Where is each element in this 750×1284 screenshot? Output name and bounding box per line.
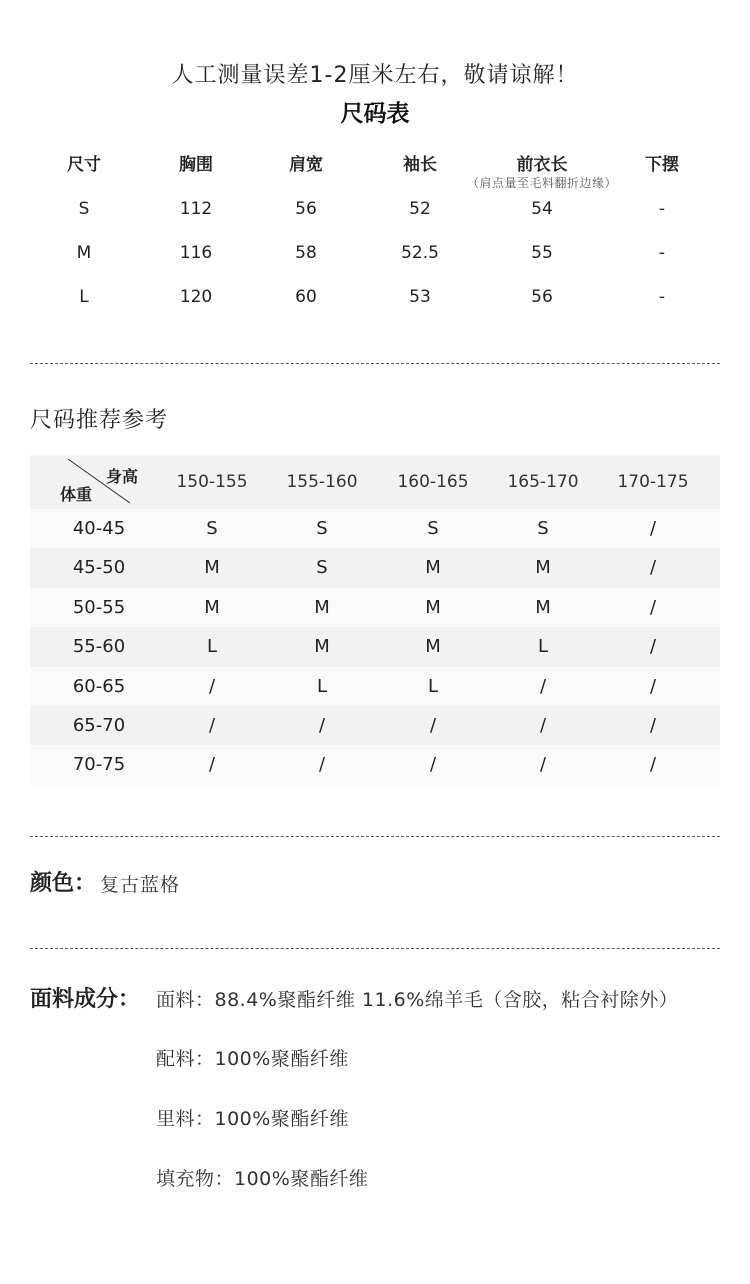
recommendation-row: [30, 548, 720, 587]
size-chart-title: 尺码表: [340, 101, 410, 127]
weight-range-cell: 50-55: [72, 596, 126, 618]
recommendation-row: [30, 509, 720, 548]
size-table-header-chest: 胸围: [179, 155, 213, 175]
recommended-size-cell: /: [318, 715, 326, 736]
size-table-header-shoulder: 肩宽: [289, 155, 323, 175]
recommended-size-cell: /: [649, 715, 657, 736]
weight-range-cell: 65-70: [72, 715, 126, 736]
recommended-size-cell: M: [204, 596, 220, 618]
recommended-size-cell: L: [537, 636, 549, 658]
recommended-size-cell: /: [649, 557, 657, 579]
recommended-size-cell: /: [429, 715, 437, 736]
size-table-cell: 120: [179, 287, 213, 307]
recommended-size-cell: M: [425, 596, 441, 618]
recommended-size-cell: L: [206, 636, 218, 658]
recommended-size-cell: M: [314, 636, 330, 658]
size-table-cell: 116: [179, 243, 213, 263]
size-table-cell: 55: [531, 243, 553, 263]
recommended-size-cell: /: [318, 754, 326, 776]
size-table-front-length-note: （肩点量至毛料翻折边缘）: [466, 176, 617, 190]
fabric-filling: 填充物：100%聚酯纤维: [156, 1168, 369, 1190]
recommended-size-cell: M: [425, 636, 441, 658]
size-table-cell: S: [78, 199, 90, 219]
recommended-size-cell: /: [649, 596, 657, 618]
recommended-size-cell: L: [427, 675, 439, 697]
size-table-cell: 112: [179, 199, 213, 219]
recommended-size-cell: /: [649, 675, 657, 697]
recommended-size-cell: M: [204, 557, 220, 579]
recommended-size-cell: /: [649, 518, 657, 539]
size-table-cell: 56: [295, 199, 317, 219]
height-range-header: 155-160: [286, 472, 358, 492]
recommended-size-cell: /: [539, 675, 547, 697]
recommendation-row: [30, 627, 720, 666]
recommended-size-cell: S: [316, 518, 328, 539]
weight-range-cell: 40-45: [72, 518, 126, 539]
recommended-size-cell: /: [208, 754, 216, 776]
recommended-size-cell: M: [535, 557, 551, 579]
size-table-cell: -: [658, 199, 666, 219]
recommended-size-cell: L: [316, 675, 328, 697]
recommendation-row: [30, 588, 720, 627]
recommended-size-cell: /: [539, 715, 547, 736]
height-range-header: 150-155: [176, 472, 248, 492]
recommended-size-cell: /: [649, 754, 657, 776]
color-value: 复古蓝格: [100, 874, 181, 896]
size-table-cell: -: [658, 243, 666, 263]
size-table-cell: 56: [531, 287, 553, 307]
size-table-cell: 52.5: [401, 243, 439, 263]
height-range-header: 160-165: [397, 472, 469, 492]
height-range-header: 170-175: [617, 472, 689, 492]
recommended-size-cell: /: [429, 754, 437, 776]
recommendation-row: [30, 706, 720, 745]
recommended-size-cell: M: [314, 596, 330, 618]
divider: [30, 948, 720, 949]
size-table-cell: -: [658, 287, 666, 307]
weight-range-cell: 45-50: [72, 557, 126, 579]
size-table-cell: L: [79, 287, 89, 307]
size-table-cell: 60: [295, 287, 317, 307]
size-table-cell: 52: [409, 199, 431, 219]
recommendation-table: [30, 455, 720, 785]
divider: [30, 363, 720, 364]
weight-range-cell: 55-60: [72, 636, 126, 658]
size-table-cell: 58: [295, 243, 317, 263]
recommended-size-cell: S: [537, 518, 549, 539]
fabric-label: 面料成分：: [30, 987, 141, 1012]
fabric-lining: 里料：100%聚酯纤维: [156, 1108, 349, 1130]
size-table-header-hem: 下摆: [645, 155, 679, 175]
divider: [30, 836, 720, 837]
recommended-size-cell: M: [425, 557, 441, 579]
recommended-size-cell: /: [649, 636, 657, 658]
recommended-size-cell: /: [208, 675, 216, 697]
recommended-size-cell: M: [535, 596, 551, 618]
size-table-cell: 53: [409, 287, 431, 307]
size-table-header-front-length: 前衣长: [516, 155, 568, 175]
recommendation-title: 尺码推荐参考: [30, 408, 169, 433]
size-table-header-size: 尺寸: [67, 155, 101, 175]
fabric-accessory: 配料：100%聚酯纤维: [156, 1048, 349, 1070]
recommended-size-cell: S: [316, 557, 328, 579]
corner-label-weight: 体重: [60, 485, 93, 504]
recommendation-row: [30, 667, 720, 706]
weight-range-cell: 70-75: [72, 754, 126, 776]
size-table-cell: 54: [531, 199, 553, 219]
fabric-main: 面料：88.4%聚酯纤维 11.6%绵羊毛（含胶，粘合衬除外）: [156, 989, 679, 1011]
recommended-size-cell: /: [208, 715, 216, 736]
recommended-size-cell: S: [206, 518, 218, 539]
recommended-size-cell: S: [427, 518, 439, 539]
recommendation-row: [30, 745, 720, 784]
weight-range-cell: 60-65: [72, 675, 126, 697]
height-range-header: 165-170: [507, 472, 579, 492]
size-table-cell: M: [76, 243, 92, 263]
size-table-header-sleeve: 袖长: [403, 155, 437, 175]
corner-label-height: 身高: [106, 467, 139, 486]
recommended-size-cell: /: [539, 754, 547, 776]
measurement-notice: 人工测量误差1-2厘米左右，敬请谅解！: [171, 63, 579, 88]
color-label: 颜色：: [30, 871, 97, 896]
recommendation-header-row: [30, 455, 720, 509]
